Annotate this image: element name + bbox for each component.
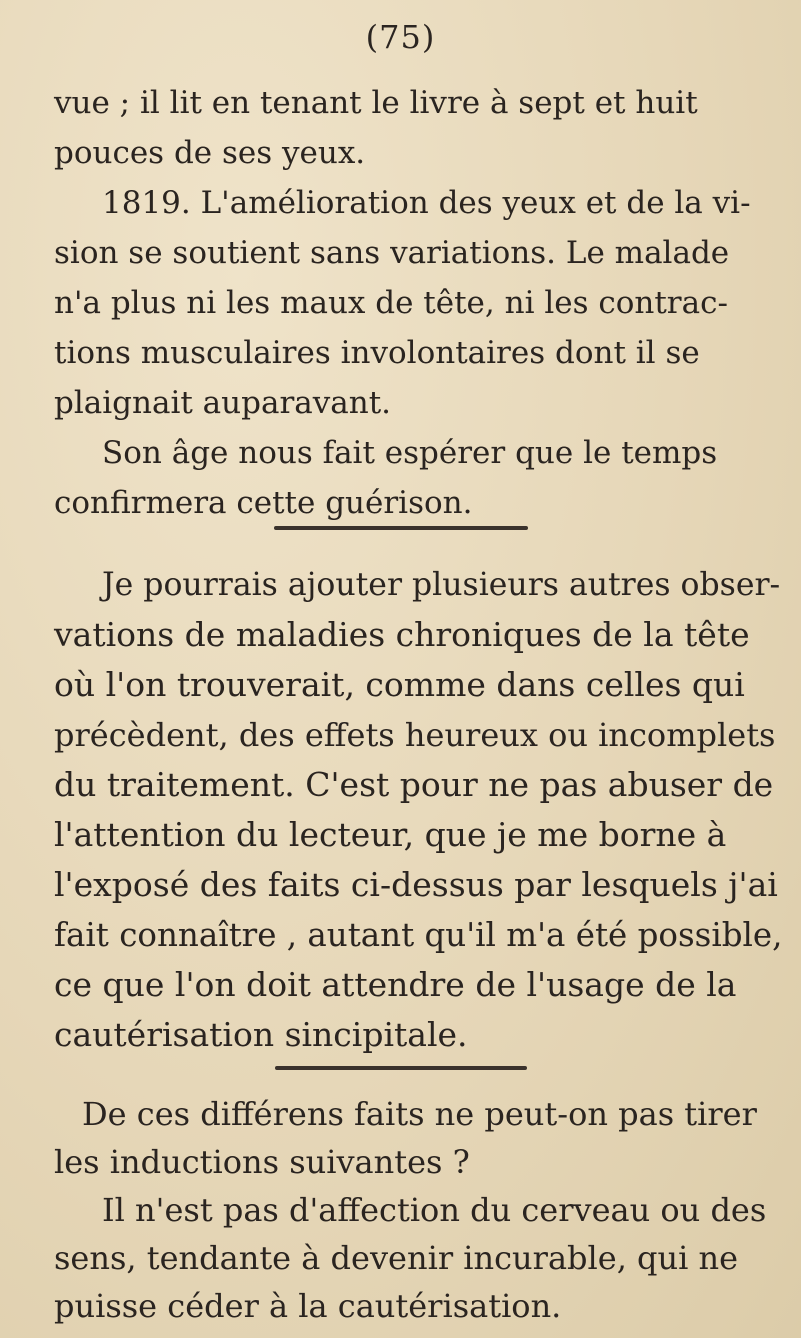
text-line: tions musculaires involontaires dont il se [54,335,700,371]
page-number: (75) [365,18,436,56]
text-line: Son âge nous fait espérer que le temps [102,435,718,471]
text-line: l'exposé des faits ci-dessus par lesquels j'ai [54,865,778,904]
text-line: vations de maladies chroniques de la tête [54,615,750,654]
text-line: sens, tendante à devenir incurable, qui ne [54,1239,739,1277]
text-line: puisse céder à la cautérisation. [54,1287,562,1325]
text-line: précèdent, des effets heureux ou incomplets [54,716,776,754]
text-line: Il n'est pas d'affection du cerveau ou des [102,1191,767,1229]
text-line: sion se soutient sans variations. Le malade [54,235,730,271]
text-line: vue ; il lit en tenant le livre à sept et huit [54,85,698,121]
text-line: fait connaître , autant qu'il m'a été possible, [54,916,783,954]
text-line: ce que l'on doit attendre de l'usage de la [54,965,737,1004]
text-line: plaignait auparavant. [54,385,392,421]
text-line: De ces différens faits ne peut-on pas tirer [82,1095,757,1133]
text-line: Je pourrais ajouter plusieurs autres obser- [102,567,781,603]
section-divider [274,526,528,530]
text-line: du traitement. C'est pour ne pas abuser de [54,765,774,804]
text-line: 1819. L'amélioration des yeux et de la vi- [102,185,751,221]
text-line: n'a plus ni les maux de tête, ni les contrac- [54,285,728,321]
text-line: les inductions suivantes ? [54,1143,470,1181]
text-line: pouces de ses yeux. [54,135,366,171]
text-line: où l'on trouverait, comme dans celles qui [54,665,745,704]
section-divider [275,1066,527,1070]
text-line: cautérisation sincipitale. [54,1015,468,1054]
text-line: l'attention du lecteur, que je me borne à [54,815,727,854]
text-line: confirmera cette guérison. [54,485,473,521]
